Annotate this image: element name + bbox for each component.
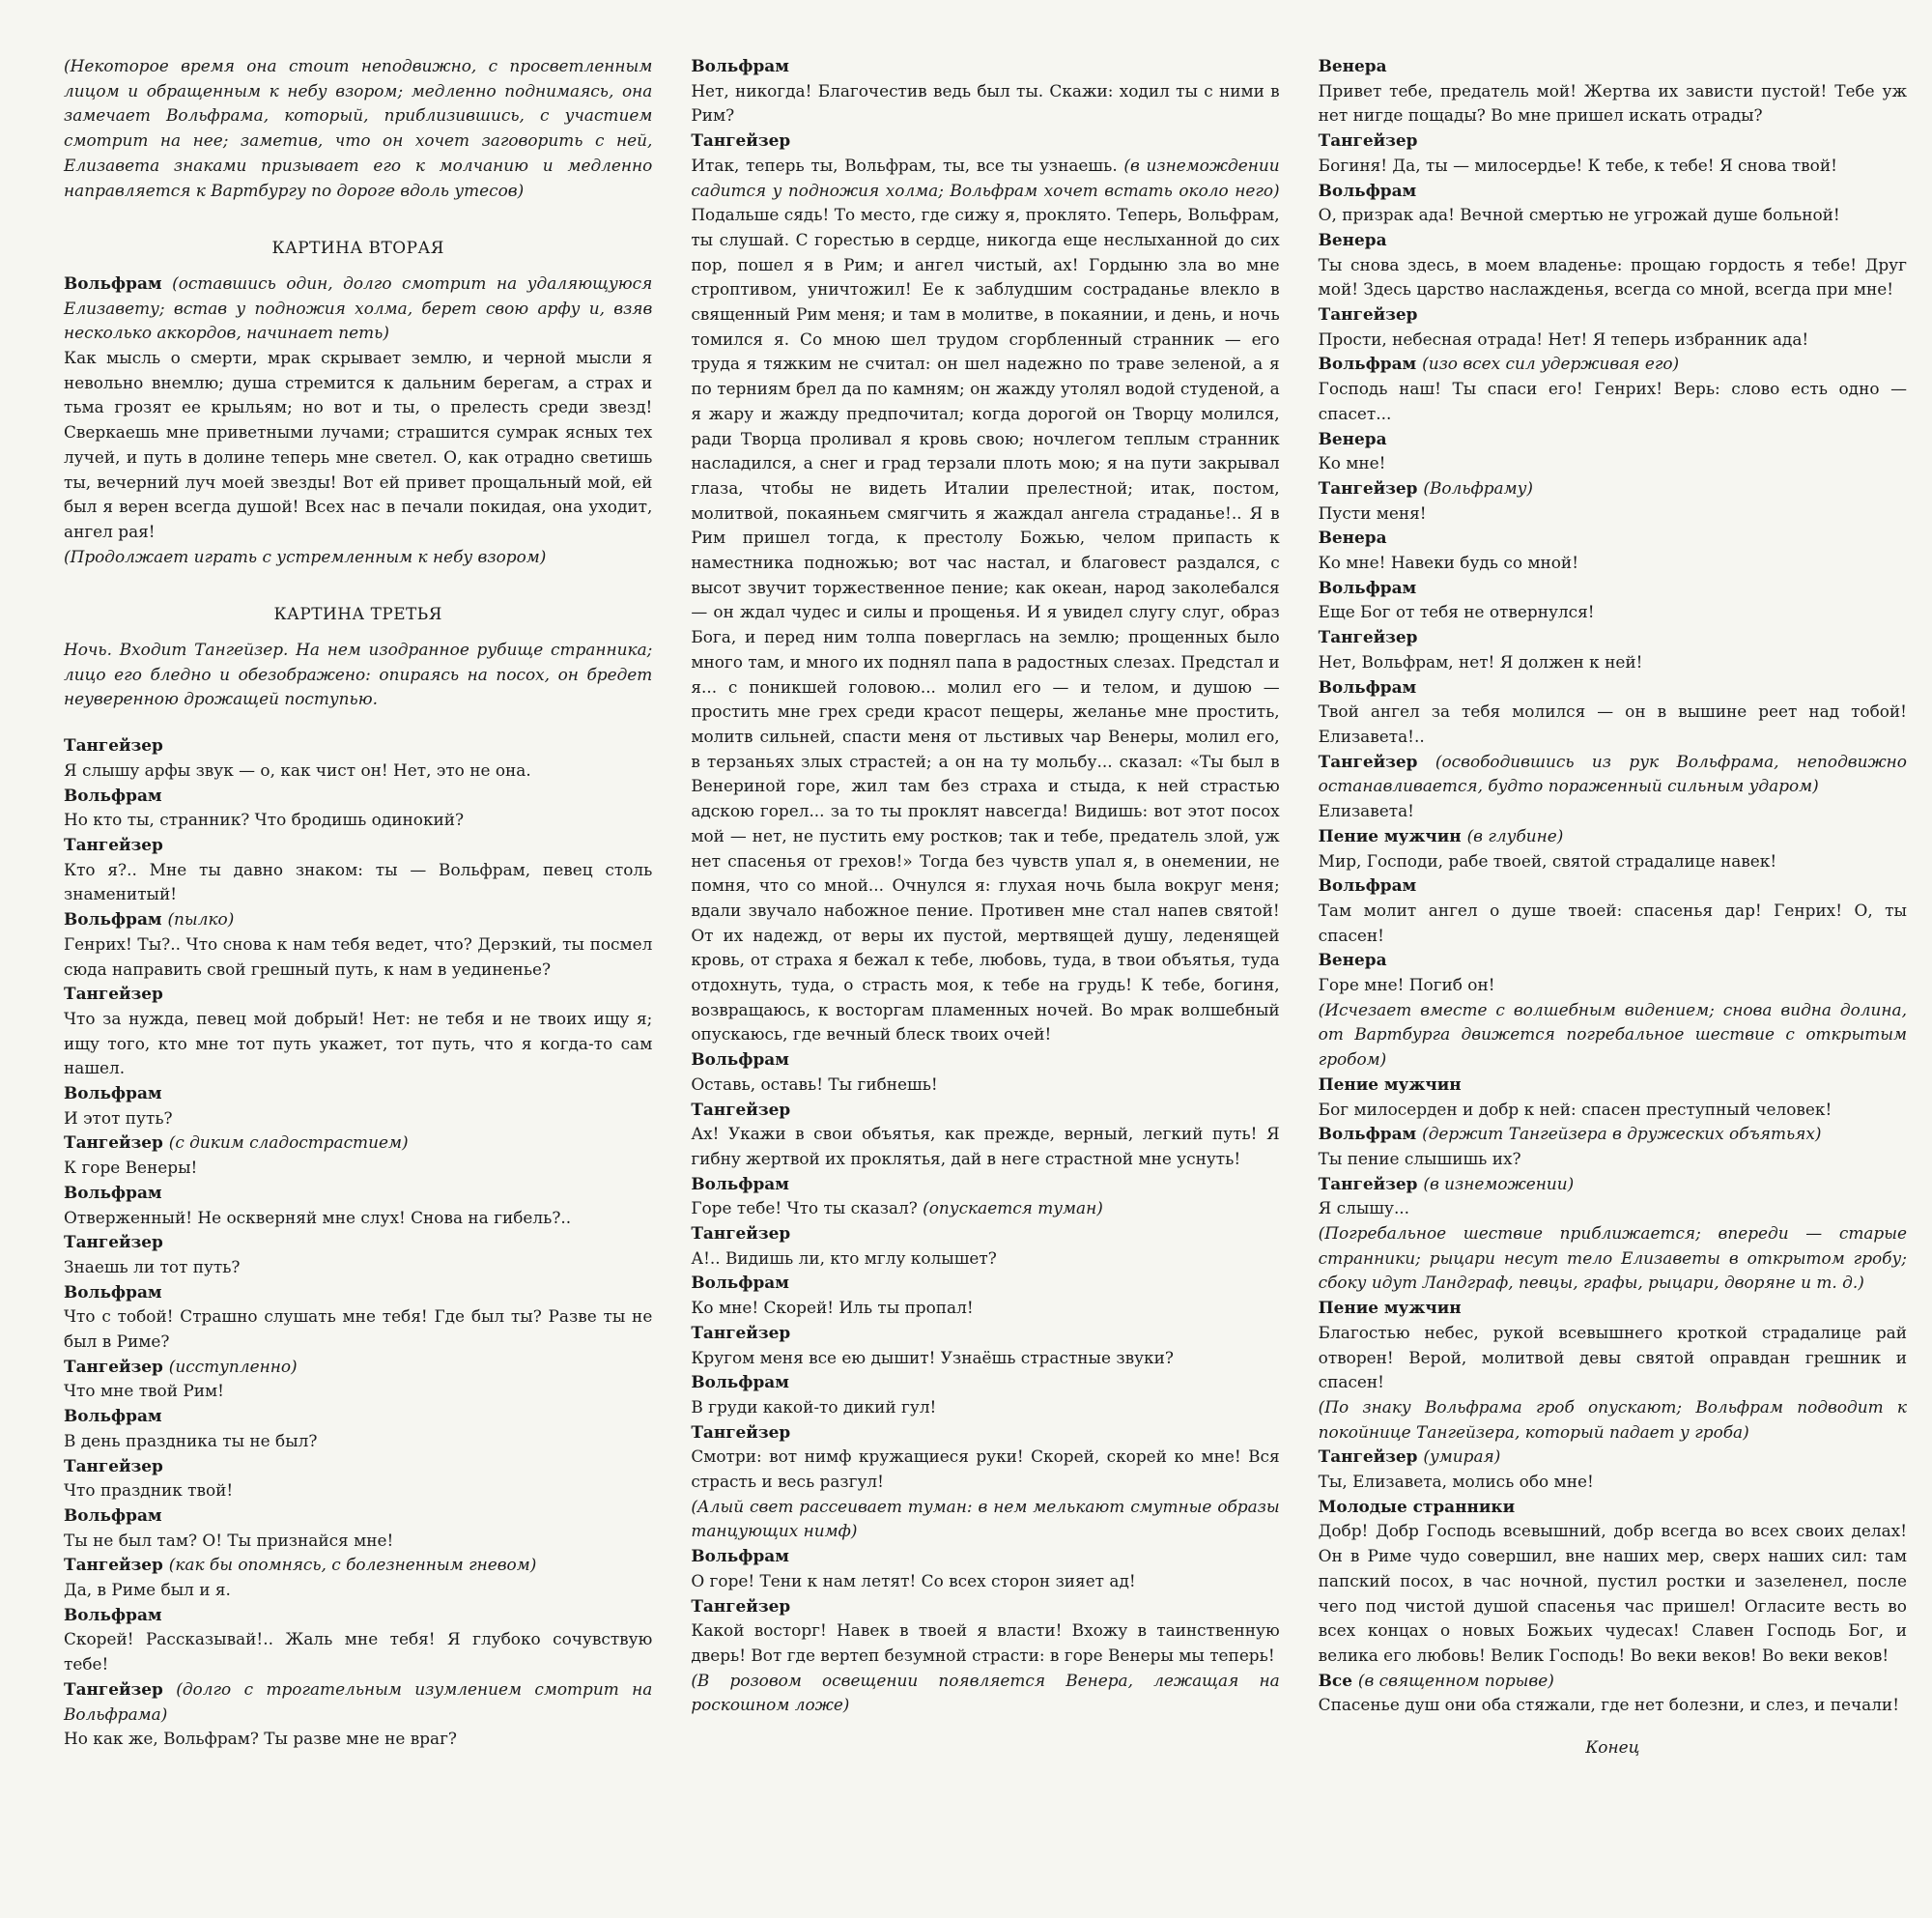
verse-line: Да, в Риме был и я.	[64, 1580, 231, 1600]
verse-line: Мир, Господи, рабе твоей, святой страдалице навек!	[1318, 850, 1777, 871]
verse-line: Я слышу...	[1318, 1198, 1410, 1218]
speaker: Венера	[1318, 950, 1387, 970]
speaker: Тангейзер	[1318, 751, 1418, 771]
column-right	[1319, 54, 1907, 1918]
verse-line: Что за нужда, певец мой добрый! Нет: не тебя и не твоих ищу я; ищу того, кто мне тот путь укажет, тот путь, что я когда-то сам нашел.	[64, 1008, 653, 1078]
verse-line: Богиня! Да, ты — милосердье! К тебе, к тебе! Я снова твой!	[1318, 155, 1837, 175]
speaker: Вольфрам	[64, 1406, 162, 1426]
verse-line: И этот путь?	[64, 1107, 173, 1128]
stage-direction: Тангейзер (долго с трогательным изумлением смотрит на Вольфрама)	[64, 1678, 653, 1724]
speaker: Тангейзер (Вольфраму)	[1318, 477, 1534, 498]
verse-line: Ко мне!	[1318, 453, 1386, 473]
speaker: Венера	[1318, 56, 1387, 75]
speaker: Вольфрам	[64, 1504, 162, 1525]
verse-line: Ты снова здесь, в моем владенье: прощаю гордость я тебе! Друг мой! Здесь царство наслажденья, всегда со мной, всегда при мне!	[1318, 254, 1907, 300]
speaker: Тангейзер	[1318, 130, 1418, 151]
verse-line: Нет, никогда! Благочестив ведь был ты. Скажи: ходил ты с ними в Рим?	[691, 80, 1280, 126]
speaker: Венера	[1318, 528, 1387, 548]
scene-heading-3: КАРТИНА ТРЕТЬЯ	[273, 604, 442, 624]
speaker: Венера	[1318, 229, 1387, 249]
speaker: Тангейзер	[64, 834, 163, 854]
verse-line: Но кто ты, странник? Что бродишь одинокий?	[64, 810, 465, 830]
verse-line: Ты, Елизавета, молись обо мне!	[1318, 1472, 1594, 1492]
verse-line: К горе Венеры!	[64, 1158, 198, 1178]
verse-line: Горе мне! Погиб он!	[1318, 975, 1495, 995]
verse-line: Ты пение слышишь их?	[1318, 1148, 1521, 1168]
verse-line: Генрих! Ты?.. Что снова к нам тебя ведет, что? Дерзкий, ты посмел сюда направить свой грешный путь, к нам в уединенье?	[64, 933, 653, 979]
speaker: Вольфрам	[64, 272, 162, 293]
stage-direction: Ночь. Входит Тангейзер. На нем изодранное рубище странника; лицо его бледно и обезображено: опираясь на посох, он бредет неуверенною дрожащей поступью.	[64, 640, 653, 709]
verse-line: Благостью небес, рукой всевышнего кроткой страдалице рай отворен! Верой, молитвой девы святой оправдан грешник и спасен!	[1318, 1322, 1907, 1392]
scene-heading-2: КАРТИНА ВТОРАЯ	[271, 238, 444, 258]
speaker: Вольфрам	[1318, 180, 1417, 200]
speaker: Все (в священном порыве)	[1318, 1670, 1554, 1690]
verse-line: Прости, небесная отрада! Нет! Я теперь избранник ада!	[1318, 329, 1809, 349]
verse-line: Знаешь ли тот путь?	[64, 1256, 241, 1276]
speaker: Вольфрам	[691, 1372, 789, 1392]
speaker: Вольфрам	[1318, 676, 1417, 697]
speaker: Тангейзер	[1318, 304, 1418, 325]
speaker: Вольфрам	[64, 785, 162, 805]
verse-line: Твой ангел за тебя молился — он в вышине реет над тобой! Елизавета!..	[1318, 701, 1907, 746]
speaker: Тангейзер (как бы опомнясь, с болезненным гневом)	[64, 1555, 537, 1575]
verse-line: Ты не был там? О! Ты признайся мне!	[64, 1530, 394, 1550]
speaker: Молодые странники	[1318, 1496, 1516, 1516]
speaker: Пение мужчин	[1318, 1074, 1462, 1094]
speaker: Тангейзер	[1318, 627, 1418, 647]
speaker: Венера	[1318, 428, 1387, 448]
speaker: Тангейзер	[691, 1421, 791, 1442]
stage-direction: Тангейзер (освободившись из рук Вольфрама, неподвижно останавливается, будто пораженный сильным ударом)	[1318, 751, 1907, 796]
verse-line: Что праздник твой!	[64, 1480, 234, 1501]
speaker: Вольфрам (держит Тангейзера в дружеских объятьях)	[1318, 1124, 1822, 1144]
verse-line: В груди какой-то дикий гул!	[691, 1396, 937, 1417]
stage-direction: (Продолжает играть с устремленным к небу взором)	[64, 546, 547, 566]
speaker: Вольфрам	[64, 1281, 162, 1302]
speaker: Вольфрам	[691, 56, 789, 75]
speaker: Тангейзер (исступленно)	[64, 1356, 298, 1376]
verse-line: Скорей! Рассказывай!.. Жаль мне тебя! Я глубоко сочувствую тебе!	[64, 1629, 653, 1675]
verse-line: Кругом меня все ею дышит! Узнаёшь страстные звуки?	[691, 1347, 1174, 1367]
speaker: Тангейзер	[691, 130, 791, 151]
speaker: Тангейзер	[691, 1322, 791, 1342]
verse-line: Ко мне! Скорей! Иль ты пропал!	[691, 1298, 974, 1318]
verse-line: Елизавета!	[1318, 801, 1414, 821]
verse-line: Там молит ангел о душе твоей: спасенья дар! Генрих! О, ты спасен!	[1318, 900, 1907, 945]
speaker: Тангейзер	[691, 1223, 791, 1244]
speaker: Тангейзер	[64, 735, 163, 756]
speaker: Тангейзер	[64, 1678, 163, 1699]
speaker: Вольфрам	[691, 1173, 789, 1193]
verse-line: Но как же, Вольфрам? Ты разве мне не враг?	[64, 1729, 457, 1749]
speaker: Пение мужчин (в глубине)	[1318, 825, 1564, 845]
verse-line: О, призрак ада! Вечной смертью не угрожай душе больной!	[1318, 205, 1840, 225]
speaker: Тангейзер (в изнеможении)	[1318, 1173, 1575, 1193]
verse-line: Ах! Укажи в свои объятья, как прежде, верный, легкий путь! Я гибну жертвой их проклятья, дай в неге страстной мне уснуть!	[691, 1124, 1280, 1168]
verse-line: Я слышу арфы звук — о, как чист он! Нет, это не она.	[64, 759, 531, 780]
speaker: Вольфрам	[64, 1083, 162, 1103]
verse-line: Господь наш! Ты спаси его! Генрих! Верь: слово есть одно — спасет...	[1318, 379, 1907, 423]
speaker: Вольфрам (пылко)	[64, 909, 235, 930]
end-mark: Конец	[1585, 1737, 1640, 1758]
verse-line: Добр! Добр Господь всевышний, добр всегда во всех своих делах! Он в Риме чудо совершил, вне наших мер, сверх наших сил: там папский посох, в час ночной, пустил ростки и зазеленел, после чего под чистой душой спасенья час пришел! Огласите весть во всех концах о новых Божьих чудесах! Славен Господь Бог, и велика его любовь! Велик Господь! Во веки веков! Во веки веков!	[1318, 1521, 1907, 1665]
verse-line: Что с тобой! Страшно слушать мне тебя! Где был ты? Разве ты не был в Риме?	[64, 1306, 653, 1352]
speaker: Вольфрам (изо всех сил удерживая его)	[1318, 354, 1680, 374]
verse-line: Еще Бог от тебя не отвернулся!	[1318, 602, 1595, 622]
verse-line: А!.. Видишь ли, кто мглу колышет?	[691, 1247, 997, 1268]
stage-direction: (Некоторое время она стоит неподвижно, с просветленным лицом и обращенным к небу взором; медленно поднимаясь, она замечает Вольфрама, который, приблизившись, с участием смотрит на нее; заметив, что он хочет заговорить с ней, Елизавета знаками призывает его к молчанию и медленно направляется к Вартбургу по дороге вдоль утесов)	[64, 56, 653, 200]
stage-direction: (Алый свет рассеивает туман: в нем мелькают смутные образы танцующих нимф)	[691, 1496, 1280, 1541]
verse-line: Что мне твой Рим!	[64, 1381, 224, 1401]
speaker: Вольфрам	[64, 1604, 162, 1624]
stage-direction: (Исчезает вместе с волшебным видением; снова видна долина, от Вартбурга движется погребальное шествие с открытым гробом)	[1318, 999, 1907, 1070]
verse-line: Отверженный! Не оскверняй мне слух! Снова на гибель?..	[64, 1207, 572, 1227]
verse-line: Привет тебе, предатель мой! Жертва их зависти пустой! Тебе уж нет нигде пощады? Во мне пришел искать отрады?	[1318, 80, 1907, 126]
speaker: Пение мужчин	[1318, 1298, 1462, 1318]
speaker: Тангейзер	[691, 1099, 791, 1119]
column-middle	[691, 54, 1279, 1918]
verse-line: В день праздника ты не был?	[64, 1430, 318, 1450]
verse-line: Горе тебе! Что ты сказал? (опускается туман)	[691, 1198, 1103, 1218]
speaker: Вольфрам	[691, 1049, 789, 1070]
verse-line: Кто я?.. Мне ты давно знаком: ты — Вольфрам, певец столь знаменитый!	[64, 859, 653, 904]
verse-line: Оставь, оставь! Ты гибнешь!	[691, 1074, 938, 1094]
speaker: Тангейзер	[691, 1595, 791, 1616]
speaker: Вольфрам	[691, 1273, 789, 1293]
speaker: Тангейзер (умирая)	[1318, 1446, 1501, 1467]
speaker: Вольфрам	[691, 1546, 789, 1566]
speaker: Вольфрам	[1318, 875, 1417, 896]
speaker: Тангейзер (с диким сладострастием)	[64, 1132, 409, 1153]
speaker: Тангейзер	[64, 984, 163, 1004]
verse-line: Пусти меня!	[1318, 502, 1427, 523]
stage-direction: (В розовом освещении появляется Венера, лежащая на роскошном ложе)	[691, 1670, 1280, 1715]
speaker: Вольфрам	[1318, 577, 1417, 597]
speaker: Вольфрам	[64, 1182, 162, 1202]
verse-line: Спасенье душ они оба стяжали, где нет болезни, и слез, и печали!	[1318, 1695, 1899, 1715]
verse-line: Ко мне! Навеки будь со мной!	[1318, 553, 1578, 573]
verse-line: Итак, теперь ты, Вольфрам, ты, все ты узнаешь. (в изнемождении садится у подножия холма; Вольфрам хочет встать около него) Подальше сядь! То место, где сижу я, проклято. Теперь, Вольфрам, ты слушай. С горестью в сердце, никогда еще неслыханной до сих пор, пошел я в Рим; и ангел чистый, ах! Гордыню зла во мне строптивом, уничтожил! Ее к заблудшим состраданье влекло в священный Рим меня; и там в молитве, в покаянии, и день, и ночь томился я. Со мною шел трудом сгорбленный странник — его труда я тяжким не считал: он шел надежно по траве зеленой, а я по терниям брел да по камням; он жажду утолял водой студеной, а я жару и жажду предпочитал; когда дорогой он Творцу молился, ради Творца проливал я кровь свою; ночлегом теплым странник насладился, а снег и град терзали плоть мою; я на пути закрывал глаза, чтобы не видеть Италии прелестной; итак, постом, молитвой, покаяньем смягчить я жаждал ангела страданье!.. Я в Рим пришел тогда, к престолу Божью, челом припасть к наместника подножью; вот час настал, и благовест раздался, с высот звучит торжественное пение; как океан, народ заколебался — он ждал чудес и силы и прощенья. И я увидел слугу слуг, образ Бога, и перед ним толпа поверглась на землю; прощенных было много там, и много их поднял папа в радостных слезах. Предстал и я... с поникшей головою... молил его — и телом, и душою — простить мне грех среди красот пещеры, желанье мне простить, молитв сильней, спасти меня от льстивых чар Венеры, молил его, в терзаньях злых страстей; а он на ту мольбу... сказал: «Ты был в Венериной горе, жил там без страха и стыда, к ней страстью адскою горел... за то ты проклят навсегда! Видишь: вот этот посох мой — нет, не пустить ему ростков; так и тебе, предатель злой, уж нет спасенья от грехов!» Тогда без чувств упал я, в онемении, не помня, что со мной... Очнулся я: глухая ночь была вокруг меня; вдали звучало набожное пение. Противен мне стал напев святой! От их надежд, от веры их пустой, мертвящей душу, леденящей кровь, от страха я бежал к тебе, любовь, туда, в твои объятья, туда отдохнуть, туда, о страсть моя, к тебе на грудь! К тебе, богиня, возвращаюсь, к восторгам пламенных ночей. Во мрак волшебный опускаюсь, где вечный блеск твоих очей!	[691, 155, 1280, 1045]
verse-line: Как мысль о смерти, мрак скрывает землю, и черной мысли я невольно внемлю; душа стремится к дальним берегам, а страх и тьма грозят ее крыльям; но вот и ты, о прелесть среди звезд! Сверкаешь мне приветными лучами; страшится сумрак ясных тех лучей, и путь в долине теперь мне светел. О, как отрадно светишь ты, вечерний луч моей звезды! Вот ей привет прощальный мой, ей был я верен всегда душой! Всех нас в печали покидая, она уходит, ангел рая!	[64, 348, 653, 541]
verse-line: Бог милосерден и добр к ней: спасен преступный человек!	[1318, 1099, 1833, 1119]
verse-line: Смотри: вот нимф кружащиеся руки! Скорей, скорей ко мне! Вся страсть и весь разгул!	[691, 1446, 1280, 1492]
verse-line: Нет, Вольфрам, нет! Я должен к ней!	[1318, 651, 1643, 672]
stage-direction: (Погребальное шествие приближается; впереди — старые странники; рыцари несут тело Елизаветы в открытом гробу; сбоку идут Ландграф, певцы, графы, рыцари, дворяне и т. д.)	[1318, 1223, 1907, 1293]
verse-line: О горе! Тени к нам летят! Со всех сторон зияет ад!	[691, 1570, 1136, 1590]
speaker: Тангейзер	[64, 1455, 163, 1475]
stage-direction: Вольфрам (оставшись один, долго смотрит на удаляющуюся Елизавету; встав у подножия холма, берет свою арфу и, взяв несколько аккордов, начинает петь)	[64, 272, 653, 343]
column-left	[64, 54, 652, 1918]
speaker: Тангейзер	[64, 1232, 163, 1252]
stage-direction: (По знаку Вольфрама гроб опускают; Вольфрам подводит к покойнице Тангейзера, который падает у гроба)	[1318, 1396, 1907, 1442]
verse-line: Какой восторг! Навек в твоей я власти! Вхожу в таинственную дверь! Вот где вертеп безумной страсти: в горе Венеры мы теперь!	[691, 1620, 1280, 1665]
